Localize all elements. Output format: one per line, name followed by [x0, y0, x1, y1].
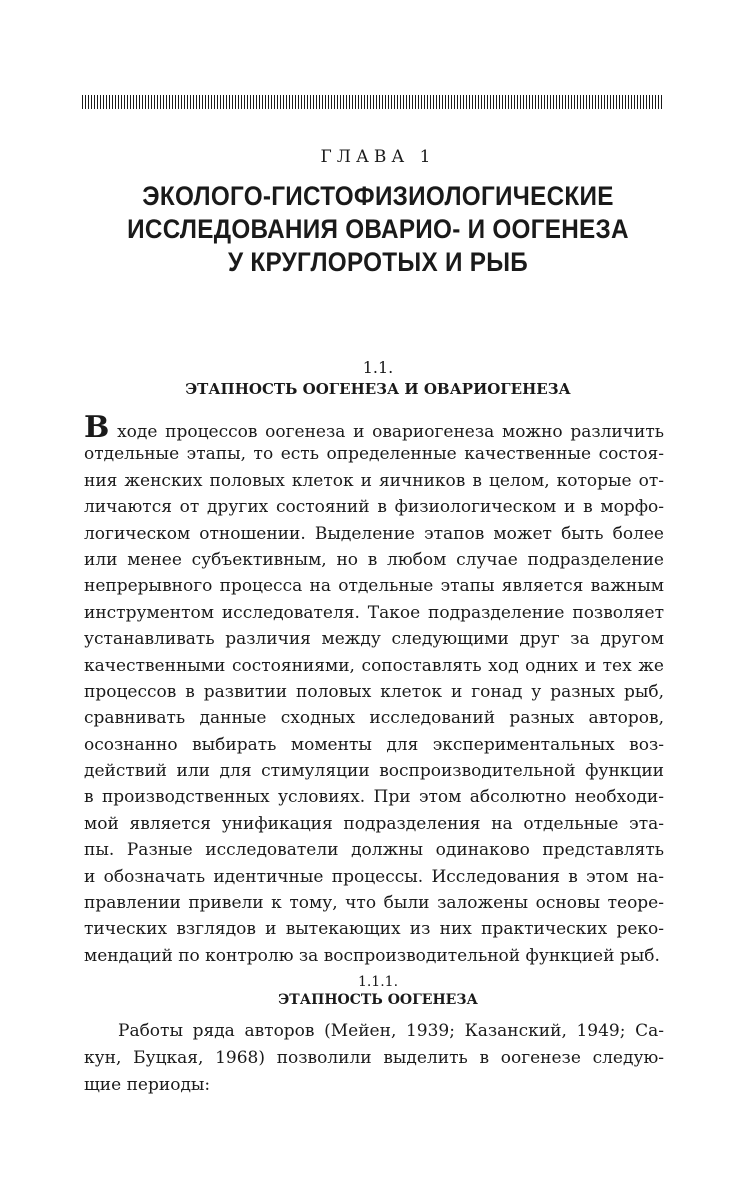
subsection-body	[84, 1018, 664, 1099]
body-line: отдельные этапы, то есть определенные качественные состоя-	[84, 444, 664, 465]
body-line: тических взглядов и вытекающих из них практических реко-	[84, 919, 664, 940]
body-line-text: ходе процессов оогенеза и овариогенеза можно различить	[109, 422, 664, 442]
body-line: Работы ряда авторов (Мейен, 1939; Казанский, 1949; Са-	[118, 1021, 664, 1041]
body-line: пы. Разные исследователи должны одинаково представлять	[84, 840, 664, 861]
body-line: и обозначать идентичные процессы. Исследования в этом на-	[84, 866, 664, 887]
body-line: мендаций по контролю за воспроизводительной функцией рыб.	[84, 945, 660, 966]
chapter-title-line: У КРУГЛОРОТЫХ И РЫБ	[227, 247, 529, 277]
chapter-title	[101, 180, 655, 279]
body-line: инструментом исследователя. Такое подразделение позволяет	[84, 602, 664, 623]
body-line: щие периоды:	[84, 1075, 211, 1095]
body-line: сравнивать данные сходных исследований разных авторов,	[84, 708, 664, 729]
body-line: процессов в развитии половых клеток и гонад у разных рыб,	[84, 681, 664, 702]
drop-cap: В	[84, 410, 110, 445]
body-line: непрерывного процесса на отдельные этапы является важным	[84, 576, 664, 597]
body-line: кун, Буцкая, 1968) позволили выделить в оогенезе следую-	[84, 1048, 664, 1068]
body-line: личаются от других состояний в физиологическом и в морфо-	[84, 497, 664, 518]
body-line: логическом отношении. Выделение этапов может быть более	[84, 523, 664, 544]
body-line: мой является унификация подразделения на отдельные эта-	[84, 813, 664, 834]
body-line: или менее субъективным, но в любом случае подразделение	[84, 549, 664, 570]
chapter-title-line: ИССЛЕДОВАНИЯ ОВАРИО- И ООГЕНЕЗА	[127, 214, 629, 244]
subsection-title: ЭТАПНОСТЬ ООГЕНЕЗА	[278, 992, 478, 1008]
section-body	[84, 410, 664, 969]
chapter-label: ГЛАВА 1	[320, 147, 436, 167]
body-line: осознанно выбирать моменты для экспериментальных воз-	[84, 734, 664, 755]
section-number: 1.1.	[362, 358, 394, 377]
header-ornament-rule	[82, 95, 662, 109]
body-line: устанавливать различия между следующими друг за другом	[84, 629, 664, 650]
body-line: ния женских половых клеток и яичников в целом, которые от-	[84, 470, 664, 491]
body-line: правлении привели к тому, что были заложены основы теоре-	[84, 893, 664, 914]
body-line: качественными состояниями, сопоставлять ход одних и тех же	[84, 655, 664, 676]
section-title: ЭТАПНОСТЬ ООГЕНЕЗА И ОВАРИОГЕНЕЗА	[185, 380, 571, 398]
chapter-title-line: ЭКОЛОГО-ГИСТОФИЗИОЛОГИЧЕСКИЕ	[142, 181, 614, 211]
body-line: действий или для стимуляции воспроизводительной функции	[84, 761, 664, 782]
body-line	[84, 410, 664, 445]
subsection-number: 1.1.1.	[357, 974, 399, 990]
body-line: в производственных условиях. При этом абсолютно необходи-	[84, 787, 664, 808]
